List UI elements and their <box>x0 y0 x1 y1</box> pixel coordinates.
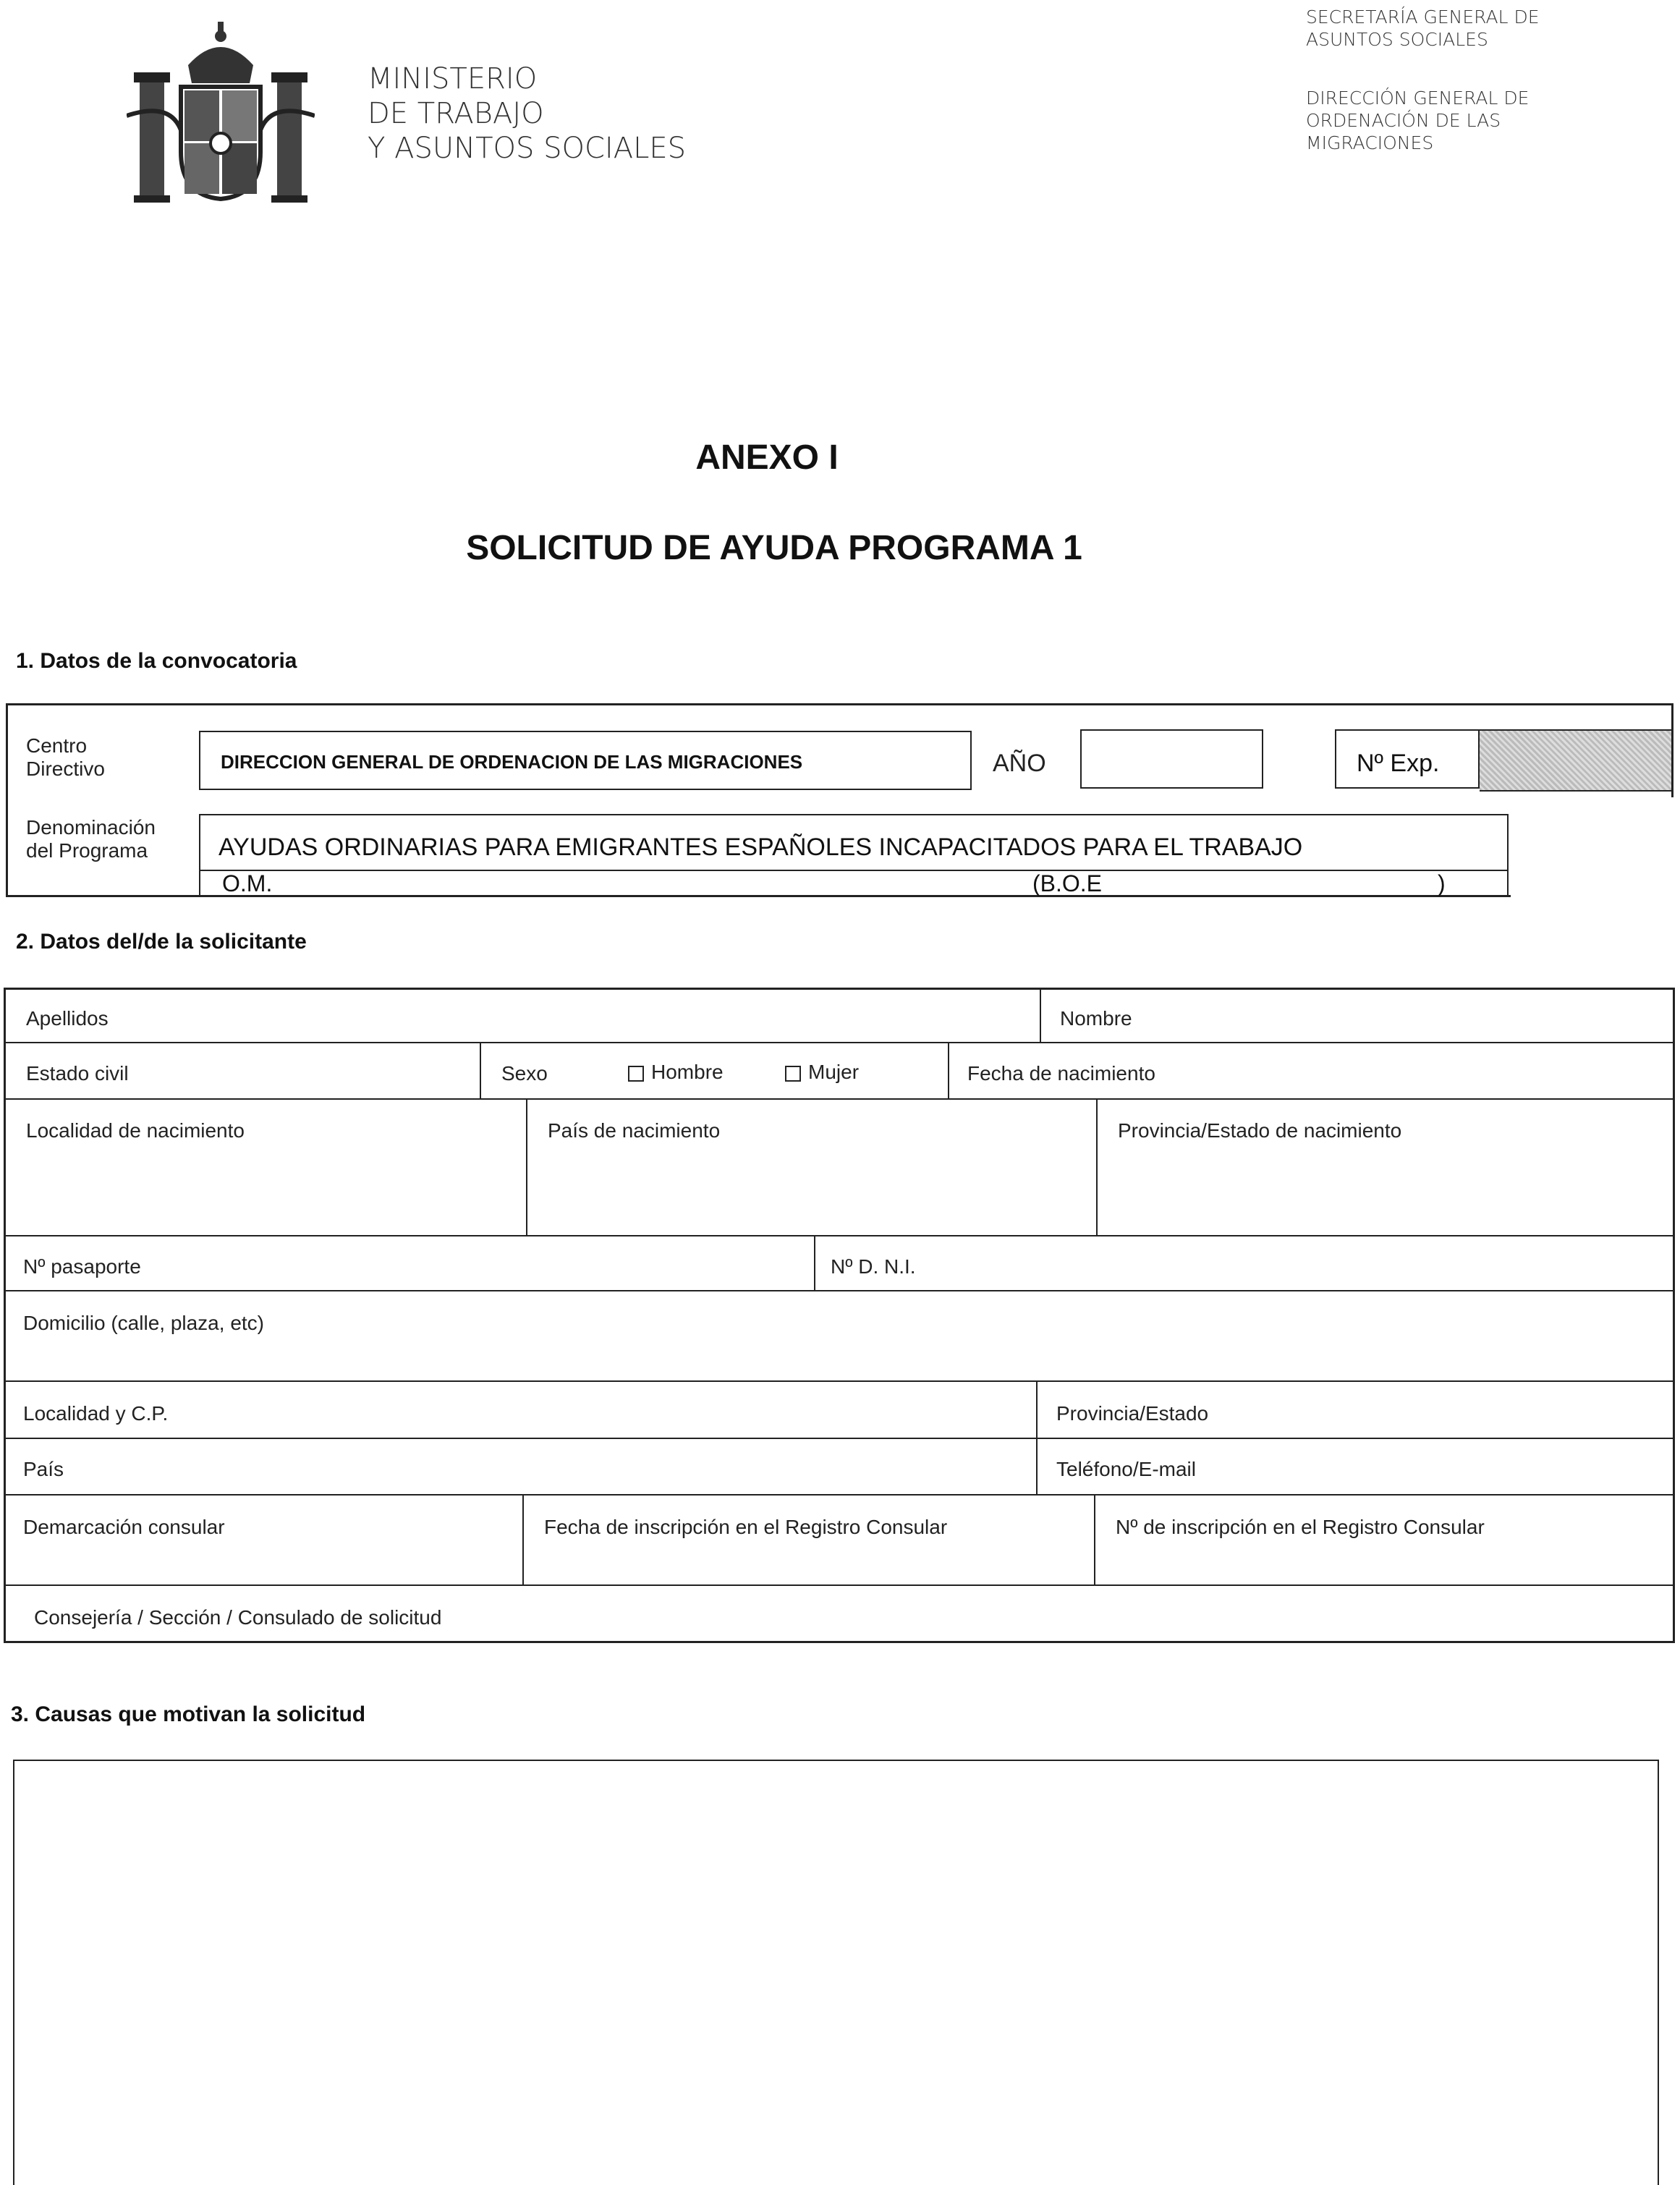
boe-close: ) <box>1438 870 1446 896</box>
demarcacion-field[interactable] <box>23 1516 225 1539</box>
page-title: ANEXO I <box>695 438 839 477</box>
pasaporte-field[interactable] <box>23 1255 141 1278</box>
estado-civil-label: Estado civil <box>26 1062 129 1085</box>
localidad-nacimiento-field[interactable] <box>26 1119 245 1142</box>
direccion-line-3: MIGRACIONES <box>1306 132 1434 153</box>
denominacion-label <box>26 816 156 862</box>
direccion-block <box>1306 87 1529 154</box>
ministry-line-1: MINISTERIO <box>368 62 538 96</box>
expediente-label: Nº Exp. <box>1357 750 1440 777</box>
provincia-nacimiento-field[interactable] <box>1118 1119 1401 1142</box>
pais-field[interactable] <box>23 1458 64 1481</box>
apellidos-label: Apellidos <box>26 1007 109 1030</box>
hombre-option[interactable] <box>628 1061 724 1084</box>
nombre-field[interactable] <box>1060 1007 1132 1030</box>
telefono-label: Teléfono/E-mail <box>1056 1458 1196 1480</box>
mujer-label: Mujer <box>808 1061 860 1083</box>
consejeria-label: Consejería / Sección / Consulado de solicitud <box>34 1606 442 1629</box>
mujer-option[interactable] <box>785 1061 859 1084</box>
secretaria-line-2: ASUNTOS SOCIALES <box>1306 29 1488 50</box>
provincia-nacimiento-label: Provincia/Estado de nacimiento <box>1118 1119 1402 1142</box>
consejeria-field[interactable] <box>34 1606 441 1629</box>
provincia-estado-field[interactable] <box>1056 1402 1208 1425</box>
demarcacion-label: Demarcación consular <box>23 1516 225 1538</box>
dni-field[interactable] <box>831 1255 916 1278</box>
denominacion-label-line-2: del Programa <box>26 839 148 862</box>
centro-directivo-value: DIRECCION GENERAL DE ORDENACION DE LAS MIGRACIONES <box>221 751 803 773</box>
page-subtitle: SOLICITUD DE AYUDA PROGRAMA 1 <box>466 529 1082 567</box>
domicilio-field[interactable] <box>23 1312 264 1335</box>
hombre-checkbox[interactable] <box>628 1066 644 1082</box>
telefono-field[interactable] <box>1056 1458 1196 1481</box>
localidad-nacimiento-label: Localidad de nacimiento <box>26 1119 245 1142</box>
direccion-line-1: DIRECCIÓN GENERAL DE <box>1306 88 1530 109</box>
section3-heading: 3. Causas que motivan la solicitud <box>11 1702 366 1726</box>
pasaporte-label: Nº pasaporte <box>23 1255 141 1278</box>
nombre-label: Nombre <box>1060 1007 1132 1030</box>
expediente-shaded-field <box>1480 729 1671 792</box>
ministry-name <box>368 61 686 166</box>
num-inscripcion-field[interactable] <box>1116 1516 1485 1539</box>
secretaria-block <box>1306 6 1540 51</box>
fecha-nacimiento-field[interactable] <box>967 1062 1155 1085</box>
om-label: O.M. <box>222 870 273 896</box>
provincia-estado-label: Provincia/Estado <box>1056 1402 1209 1425</box>
pais-label: País <box>23 1458 64 1480</box>
boe-label: (B.O.E <box>1032 870 1103 896</box>
ministry-line-3: Y ASUNTOS SOCIALES <box>368 132 687 165</box>
causas-textarea[interactable] <box>13 1760 1659 2185</box>
coat-of-arms-logo <box>127 14 315 203</box>
localidad-cp-label: Localidad y C.P. <box>23 1402 169 1425</box>
fecha-nacimiento-label: Fecha de nacimiento <box>967 1062 1155 1085</box>
section2-heading: 2. Datos del/de la solicitante <box>16 930 307 954</box>
secretaria-line-1: SECRETARÍA GENERAL DE <box>1306 7 1540 27</box>
programa-value: AYUDAS ORDINARIAS PARA EMIGRANTES ESPAÑOLES INCAPACITADOS PARA EL TRABAJO <box>219 833 1303 861</box>
anio-label: AÑO <box>993 750 1046 777</box>
hombre-label: Hombre <box>651 1061 724 1083</box>
dni-label: Nº D. N.I. <box>831 1255 916 1278</box>
localidad-cp-field[interactable] <box>23 1402 168 1425</box>
mujer-checkbox[interactable] <box>785 1066 801 1082</box>
centro-label-line-2: Directivo <box>26 758 105 780</box>
section1-heading: 1. Datos de la convocatoria <box>16 649 297 673</box>
apellidos-field[interactable] <box>26 1007 109 1030</box>
fecha-inscripcion-field[interactable] <box>544 1516 947 1539</box>
sexo-label: Sexo <box>501 1062 548 1085</box>
estado-civil-field[interactable] <box>26 1062 129 1085</box>
centro-directivo-label <box>26 734 105 781</box>
centro-directivo-field[interactable] <box>199 731 972 790</box>
anio-field[interactable] <box>1080 729 1263 789</box>
pais-nacimiento-label: País de nacimiento <box>548 1119 721 1142</box>
pais-nacimiento-field[interactable] <box>548 1119 720 1142</box>
direccion-line-2: ORDENACIÓN DE LAS <box>1306 110 1501 131</box>
expediente-box <box>1335 729 1480 789</box>
programa-field[interactable] <box>199 814 1509 897</box>
denominacion-label-line-1: Denominación <box>26 816 156 839</box>
domicilio-label: Domicilio (calle, plaza, etc) <box>23 1312 264 1334</box>
fecha-inscripcion-label: Fecha de inscripción en el Registro Consular <box>544 1516 948 1538</box>
num-inscripcion-label: Nº de inscripción en el Registro Consular <box>1116 1516 1485 1538</box>
centro-label-line-1: Centro <box>26 734 88 757</box>
ministry-line-2: DE TRABAJO <box>368 97 544 130</box>
